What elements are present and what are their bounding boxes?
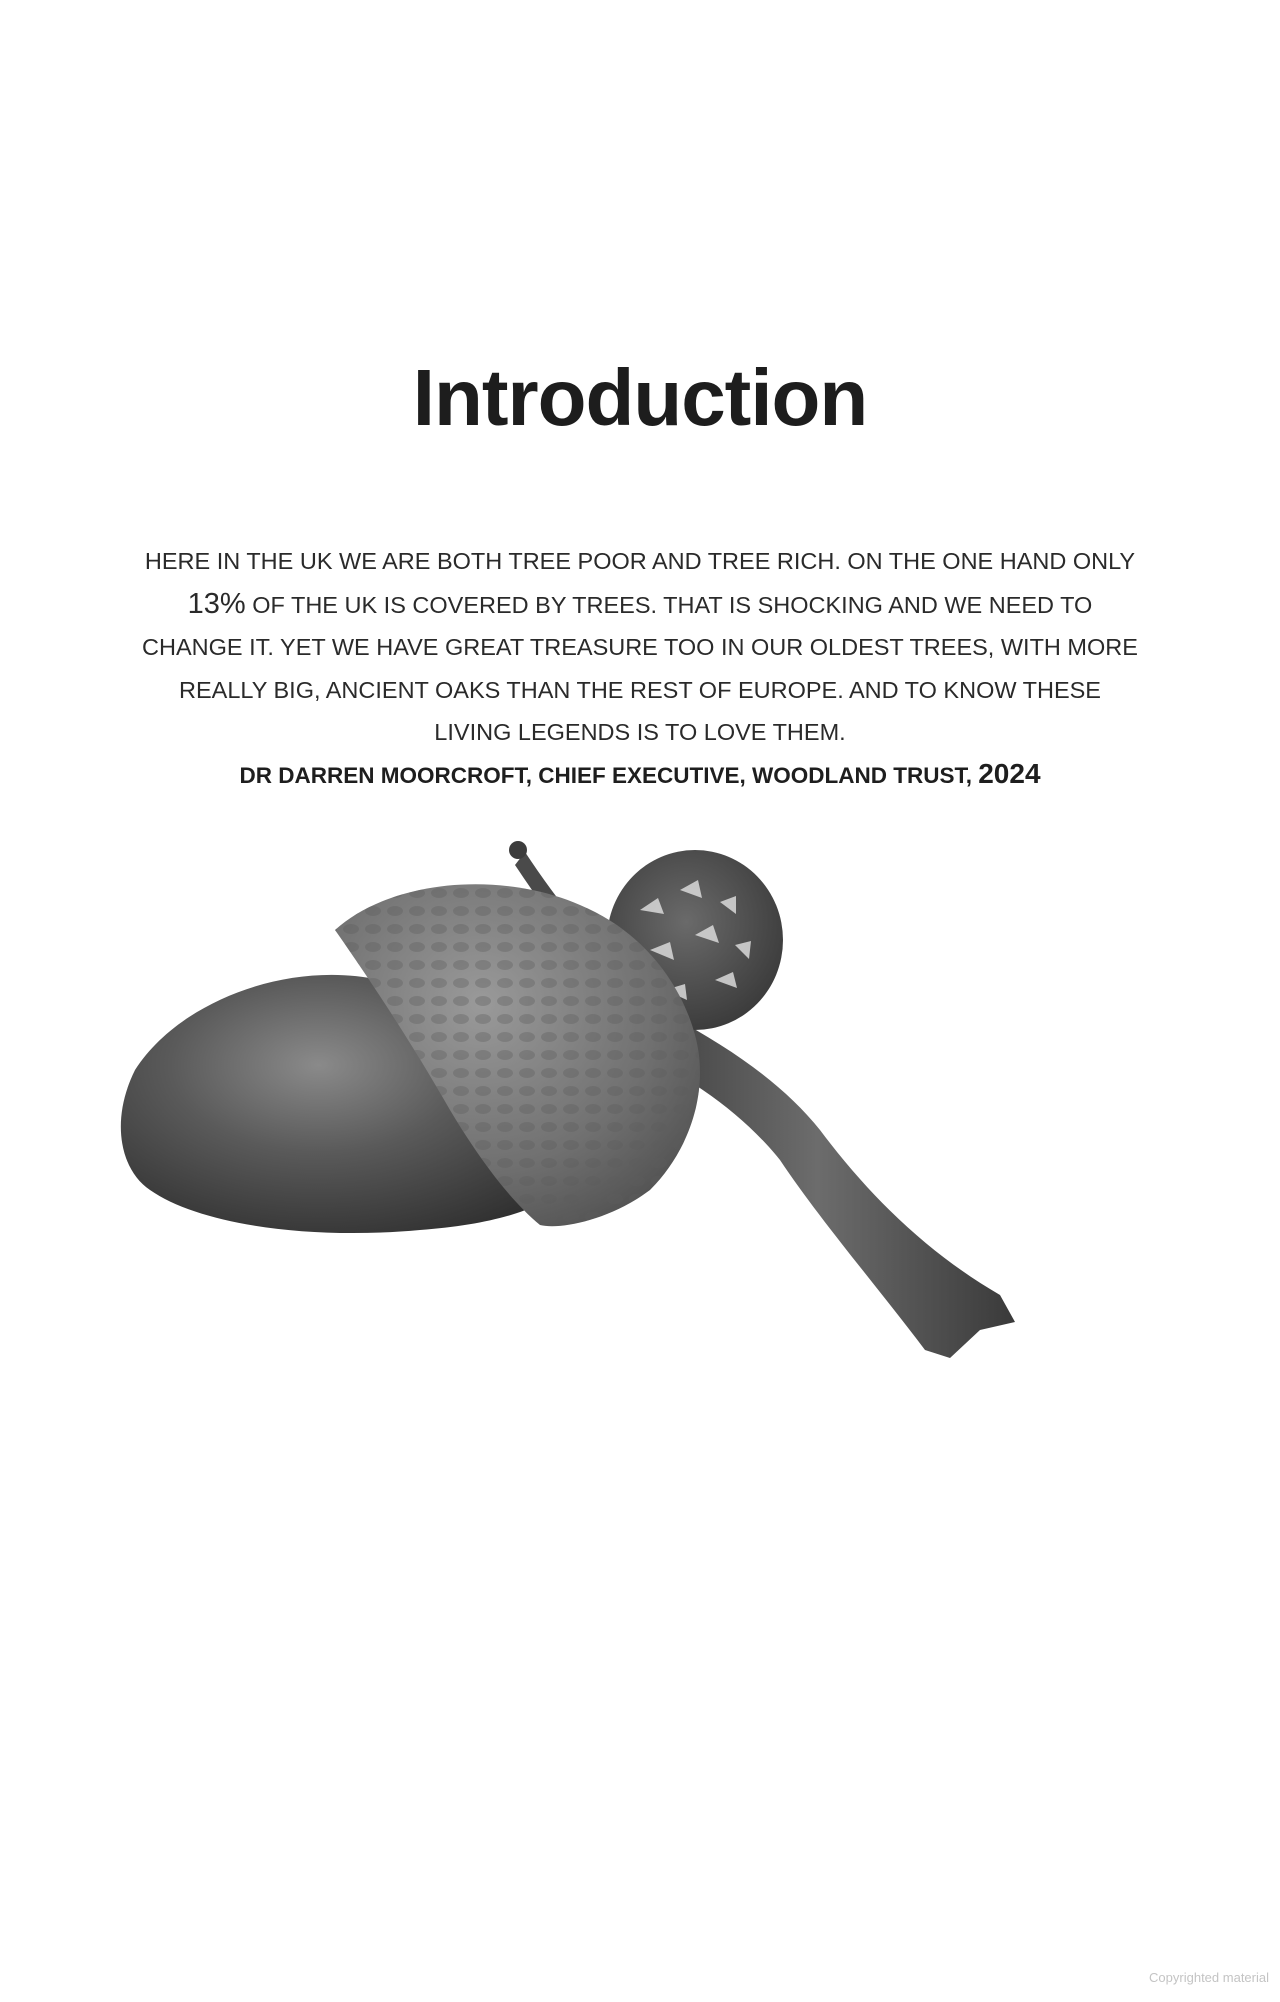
intro-quote — [120, 540, 1160, 754]
quote-stat: 13% — [187, 587, 246, 620]
page-title: Introduction — [412, 353, 868, 442]
quote-line-1: HERE IN THE UK WE ARE BOTH TREE POOR AND TREE RICH. ON THE ONE HAND ONLY — [144, 548, 1136, 574]
attribution-text: DR DARREN MOORCROFT, CHIEF EXECUTIVE, WOODLAND TRUST, — [239, 763, 979, 788]
quote-line-4: REALLY BIG, ANCIENT OAKS THAN THE REST OF EUROPE. AND TO KNOW THESE — [179, 676, 1101, 703]
quote-line-3: CHANGE IT. YET WE HAVE GREAT TREASURE TOO IN OUR OLDEST TREES, WITH MORE — [142, 634, 1138, 660]
acorn-illustration — [120, 830, 1170, 1390]
quote-attribution — [0, 757, 1280, 791]
attribution-year: 2024 — [978, 758, 1041, 789]
quote-line-2: OF THE UK IS COVERED BY TREES. THAT IS SHOCKING AND WE NEED TO — [245, 591, 1093, 618]
copyright-notice: Copyrighted material — [1149, 1970, 1269, 1985]
quote-line-5: LIVING LEGENDS IS TO LOVE THEM. — [434, 719, 846, 745]
